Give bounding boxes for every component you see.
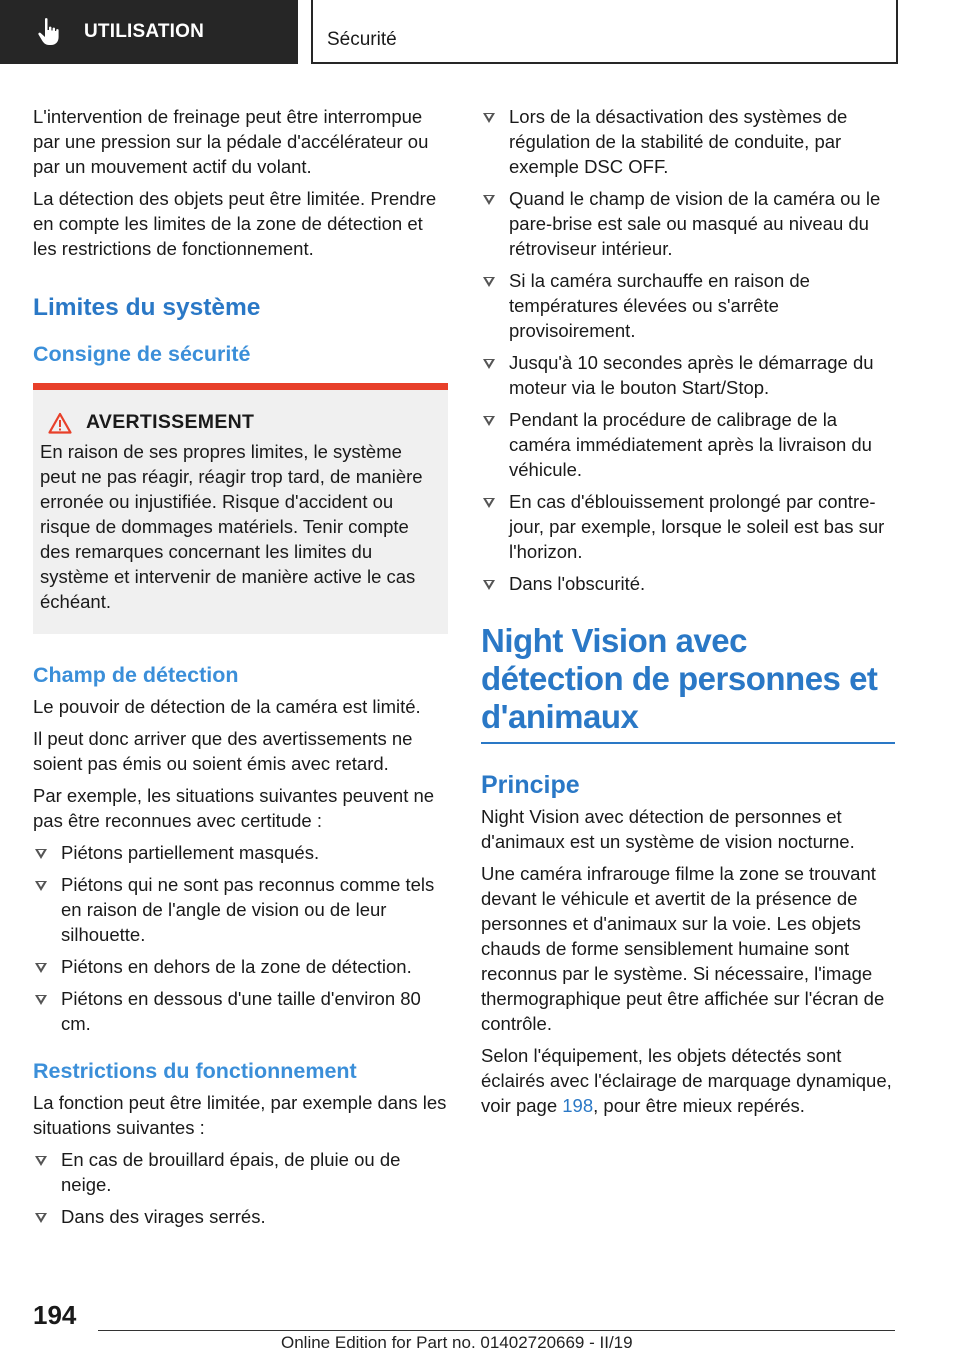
footer-divider	[98, 1330, 895, 1331]
restrictions-list	[33, 1147, 448, 1229]
hand-pointer-icon	[36, 17, 62, 47]
list-item: Piétons partiellement masqués.	[33, 840, 448, 865]
section-tab[interactable]	[0, 0, 298, 64]
paragraph: Par exemple, les situations suivantes peuvent ne pas être reconnues avec certitude :	[33, 785, 435, 831]
heading-principe: Principe	[481, 771, 580, 799]
triangle-bullet-icon	[483, 416, 495, 426]
list-item: Jusqu'à 10 secondes après le démarrage du moteur via le bouton Start/Stop.	[481, 350, 895, 400]
paragraph: La fonction peut être limitée, par exemple dans les situations suivantes :	[33, 1092, 447, 1138]
left-column	[33, 104, 448, 1236]
page-link[interactable]: 198	[562, 1095, 594, 1116]
warning-title	[40, 410, 440, 435]
triangle-bullet-icon	[483, 359, 495, 369]
right-column	[481, 104, 895, 1125]
triangle-bullet-icon	[35, 881, 47, 891]
triangle-bullet-icon	[35, 1156, 47, 1166]
chapter-title: Sécurité	[327, 29, 397, 50]
paragraph: Le pouvoir de détection de la caméra est limité.	[33, 696, 421, 717]
list-item: Si la caméra surchauffe en raison de températures élevées ou s'arrête provisoirement.	[481, 268, 895, 343]
triangle-bullet-icon	[483, 277, 495, 287]
triangle-bullet-icon	[483, 498, 495, 508]
warning-text: En raison de ses propres limites, le système peut ne pas réagir, réagir trop tard, de manière erronée ou injustifiée. Risque d'accident ou risque de dommages matériels. Tenir compte des remarques concernant les limites du système et intervenir de manière active le cas échéant.	[40, 441, 423, 612]
list-item: Piétons en dessous d'une taille d'environ 80 cm.	[33, 986, 448, 1036]
heading-safety: Consigne de sécurité	[33, 342, 251, 366]
list-item: Piétons en dehors de la zone de détection.	[33, 954, 448, 979]
list-item: Dans des virages serrés.	[33, 1204, 448, 1229]
paragraph: Night Vision avec détection de personnes et d'animaux est un système de vision nocturne.	[481, 806, 855, 852]
warning-box	[33, 383, 448, 634]
chapter-tab	[311, 0, 898, 64]
list-item: Quand le champ de vision de la caméra ou le pare-brise est sale ou masqué au niveau du rétroviseur intérieur.	[481, 186, 895, 261]
restrictions-list-continued	[481, 104, 895, 596]
triangle-bullet-icon	[483, 195, 495, 205]
paragraph: Il peut donc arriver que des avertissements ne soient pas émis ou soient émis avec retard.	[33, 728, 413, 774]
paragraph: La détection des objets peut être limitée. Prendre en compte les limites de la zone de détection et les restrictions de fonctionnement.	[33, 188, 437, 259]
page-header	[0, 0, 960, 66]
triangle-bullet-icon	[35, 849, 47, 859]
warning-label: AVERTISSEMENT	[86, 411, 255, 433]
heading-restrictions: Restrictions du fonctionnement	[33, 1059, 357, 1083]
list-item: Piétons qui ne sont pas reconnus comme tels en raison de l'angle de vision ou de leur silhouette.	[33, 872, 448, 947]
triangle-bullet-icon	[35, 995, 47, 1005]
triangle-bullet-icon	[35, 963, 47, 973]
heading-system-limits: Limites du système	[33, 294, 261, 321]
paragraph: Une caméra infrarouge filme la zone se trouvant devant le véhicule et avertit de la présence de personnes et d'animaux sur la voie. Les objets chauds de forme sensiblement humaine sont reconnus par le système. Si nécessaire, l'image thermographique peut être affichée sur l'écran de contrôle.	[481, 863, 885, 1034]
page-number: 194	[33, 1300, 77, 1330]
list-item: Pendant la procédure de calibrage de la caméra immédiatement après la livraison du véhicule.	[481, 407, 895, 482]
list-item: En cas de brouillard épais, de pluie ou de neige.	[33, 1147, 448, 1197]
triangle-bullet-icon	[483, 580, 495, 590]
triangle-bullet-icon	[35, 1213, 47, 1223]
paragraph: L'intervention de freinage peut être interrompue par une pression sur la pédale d'accélérateur ou par un mouvement actif du volant.	[33, 106, 429, 177]
detection-list	[33, 840, 448, 1036]
paragraph: Selon l'équipement, les objets détectés sont éclairés avec l'éclairage de marquage dynamique, voir page 198, pour être mieux repérés.	[481, 1045, 892, 1116]
warning-triangle-icon	[48, 412, 72, 434]
section-title: UTILISATION	[84, 21, 205, 42]
list-item: En cas d'éblouissement prolongé par contre-jour, par exemple, lorsque le soleil est bas sur l'horizon.	[481, 489, 895, 564]
heading-detection-field: Champ de détection	[33, 663, 239, 687]
heading-night-vision: Night Vision avec détection de personnes et d'animaux	[481, 622, 895, 744]
list-item: Dans l'obscurité.	[481, 571, 895, 596]
edition-note: Online Edition for Part no. 01402720669 - II/19	[281, 1333, 633, 1352]
triangle-bullet-icon	[483, 113, 495, 123]
list-item: Lors de la désactivation des systèmes de régulation de la stabilité de conduite, par exemple DSC OFF.	[481, 104, 895, 179]
